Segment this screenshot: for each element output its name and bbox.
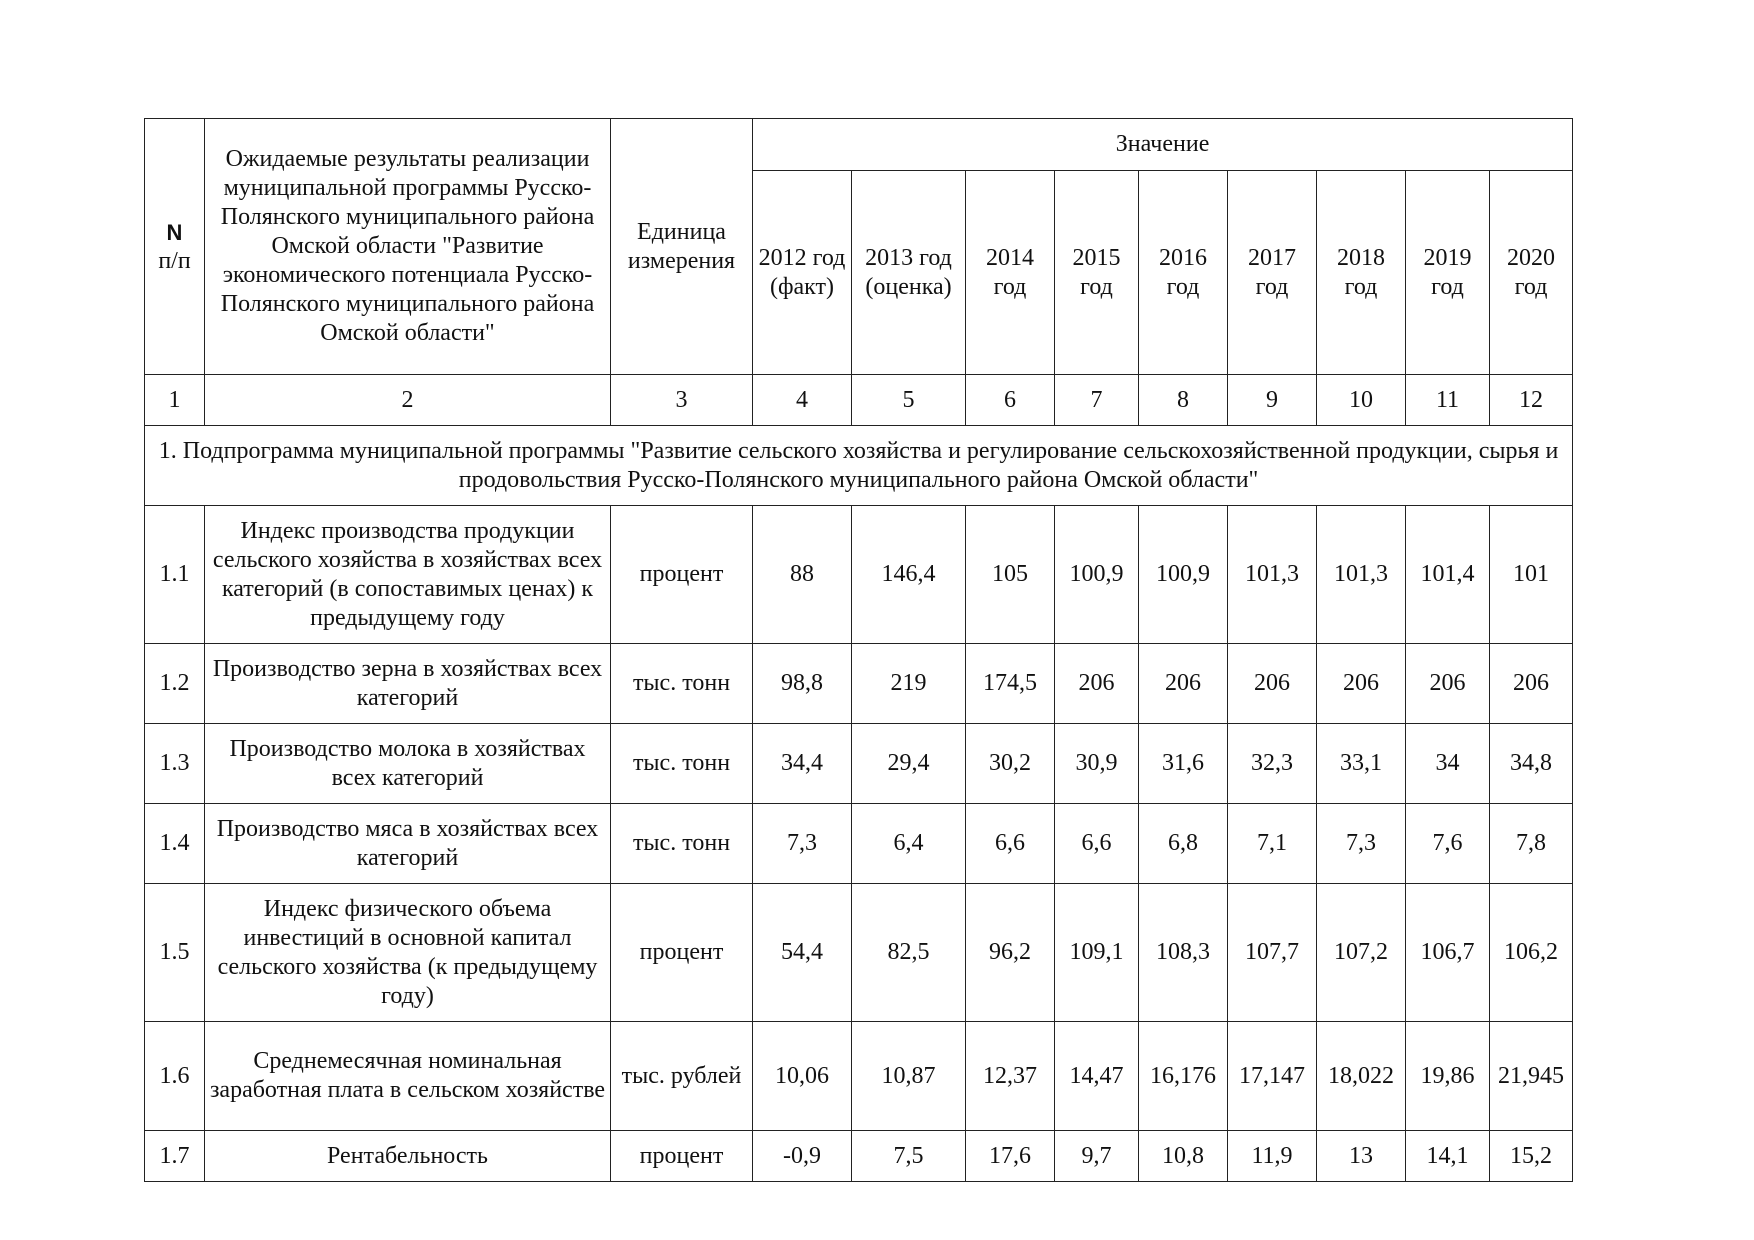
row-value: 33,1 bbox=[1317, 724, 1406, 804]
row-unit: тыс. тонн bbox=[611, 724, 753, 804]
row-value: 30,9 bbox=[1055, 724, 1139, 804]
row-value: 174,5 bbox=[966, 644, 1055, 724]
header-number-symbol: N bbox=[166, 219, 183, 245]
row-unit: тыс. тонн bbox=[611, 804, 753, 884]
column-number-cell: 9 bbox=[1228, 375, 1317, 426]
row-value: 101,3 bbox=[1228, 506, 1317, 644]
row-value: 10,06 bbox=[753, 1022, 852, 1131]
row-value: 106,2 bbox=[1490, 884, 1573, 1022]
column-number-cell: 11 bbox=[1406, 375, 1490, 426]
row-unit: тыс. рублей bbox=[611, 1022, 753, 1131]
row-value: 107,7 bbox=[1228, 884, 1317, 1022]
row-value: 109,1 bbox=[1055, 884, 1139, 1022]
row-value: 17,147 bbox=[1228, 1022, 1317, 1131]
column-number-cell: 2 bbox=[205, 375, 611, 426]
column-number-row bbox=[145, 375, 1573, 426]
row-value: 9,7 bbox=[1055, 1131, 1139, 1182]
row-value: 100,9 bbox=[1139, 506, 1228, 644]
row-value: 15,2 bbox=[1490, 1131, 1573, 1182]
row-value: 206 bbox=[1139, 644, 1228, 724]
header-results-cell: Ожидаемые результаты реализации муниципальной программы Русско-Полянского муниципального района Омской области "Развитие экономического потенциала Русско-Полянского муниципального района Омской области" bbox=[205, 119, 611, 375]
row-value: 82,5 bbox=[852, 884, 966, 1022]
header-year-cell: 2017 год bbox=[1228, 171, 1317, 375]
row-value: 14,1 bbox=[1406, 1131, 1490, 1182]
results-table bbox=[144, 118, 1573, 1182]
table-row bbox=[145, 724, 1573, 804]
row-value: 34,4 bbox=[753, 724, 852, 804]
column-number-cell: 12 bbox=[1490, 375, 1573, 426]
row-value: 34,8 bbox=[1490, 724, 1573, 804]
table-row bbox=[145, 506, 1573, 644]
header-value-cell: Значение bbox=[753, 119, 1573, 171]
row-number: 1.3 bbox=[145, 724, 205, 804]
row-value: 19,86 bbox=[1406, 1022, 1490, 1131]
row-value: 7,1 bbox=[1228, 804, 1317, 884]
row-value: 206 bbox=[1055, 644, 1139, 724]
row-name: Индекс производства продукции сельского хозяйства в хозяйствах всех категорий (в сопоставимых ценах) к предыдущему году bbox=[205, 506, 611, 644]
row-value: 98,8 bbox=[753, 644, 852, 724]
column-number-cell: 5 bbox=[852, 375, 966, 426]
row-name: Индекс физического объема инвестиций в основной капитал сельского хозяйства (к предыдущему году) bbox=[205, 884, 611, 1022]
row-value: 107,2 bbox=[1317, 884, 1406, 1022]
table-row bbox=[145, 644, 1573, 724]
header-year-cell: 2020 год bbox=[1490, 171, 1573, 375]
header-year-cell: 2015 год bbox=[1055, 171, 1139, 375]
row-value: 32,3 bbox=[1228, 724, 1317, 804]
row-value: 206 bbox=[1490, 644, 1573, 724]
row-value: 7,3 bbox=[1317, 804, 1406, 884]
row-unit: процент bbox=[611, 884, 753, 1022]
header-year-cell: 2019 год bbox=[1406, 171, 1490, 375]
row-value: 12,37 bbox=[966, 1022, 1055, 1131]
column-number-cell: 1 bbox=[145, 375, 205, 426]
header-row-top bbox=[145, 119, 1573, 171]
row-value: 7,5 bbox=[852, 1131, 966, 1182]
column-number-cell: 3 bbox=[611, 375, 753, 426]
row-name: Производство зерна в хозяйствах всех категорий bbox=[205, 644, 611, 724]
row-value: 108,3 bbox=[1139, 884, 1228, 1022]
row-number: 1.4 bbox=[145, 804, 205, 884]
row-value: 16,176 bbox=[1139, 1022, 1228, 1131]
row-value: 219 bbox=[852, 644, 966, 724]
row-value: 6,4 bbox=[852, 804, 966, 884]
row-value: 101 bbox=[1490, 506, 1573, 644]
header-number-sub: п/п bbox=[158, 247, 191, 274]
column-number-cell: 7 bbox=[1055, 375, 1139, 426]
row-value: 100,9 bbox=[1055, 506, 1139, 644]
column-number-cell: 10 bbox=[1317, 375, 1406, 426]
row-number: 1.5 bbox=[145, 884, 205, 1022]
row-value: 6,6 bbox=[1055, 804, 1139, 884]
row-unit: тыс. тонн bbox=[611, 644, 753, 724]
table-row bbox=[145, 1131, 1573, 1182]
row-value: 105 bbox=[966, 506, 1055, 644]
row-value: 106,7 bbox=[1406, 884, 1490, 1022]
row-value: 6,6 bbox=[966, 804, 1055, 884]
row-value: -0,9 bbox=[753, 1131, 852, 1182]
row-name: Производство мяса в хозяйствах всех категорий bbox=[205, 804, 611, 884]
row-value: 30,2 bbox=[966, 724, 1055, 804]
row-number: 1.7 bbox=[145, 1131, 205, 1182]
column-number-cell: 4 bbox=[753, 375, 852, 426]
table-row bbox=[145, 884, 1573, 1022]
row-unit: процент bbox=[611, 1131, 753, 1182]
row-value: 101,4 bbox=[1406, 506, 1490, 644]
row-value: 13 bbox=[1317, 1131, 1406, 1182]
row-number: 1.1 bbox=[145, 506, 205, 644]
row-value: 206 bbox=[1317, 644, 1406, 724]
row-value: 21,945 bbox=[1490, 1022, 1573, 1131]
row-name: Производство молока в хозяйствах всех категорий bbox=[205, 724, 611, 804]
header-year-cell: 2016 год bbox=[1139, 171, 1228, 375]
column-number-cell: 8 bbox=[1139, 375, 1228, 426]
column-number-cell: 6 bbox=[966, 375, 1055, 426]
row-value: 206 bbox=[1228, 644, 1317, 724]
row-value: 7,6 bbox=[1406, 804, 1490, 884]
row-name: Рентабельность bbox=[205, 1131, 611, 1182]
header-unit-cell: Единица измерения bbox=[611, 119, 753, 375]
row-value: 14,47 bbox=[1055, 1022, 1139, 1131]
row-value: 18,022 bbox=[1317, 1022, 1406, 1131]
row-value: 10,87 bbox=[852, 1022, 966, 1131]
row-value: 6,8 bbox=[1139, 804, 1228, 884]
row-value: 34 bbox=[1406, 724, 1490, 804]
section-row bbox=[145, 426, 1573, 506]
row-unit: процент bbox=[611, 506, 753, 644]
row-value: 146,4 bbox=[852, 506, 966, 644]
header-number-cell bbox=[145, 119, 205, 375]
row-value: 7,8 bbox=[1490, 804, 1573, 884]
table-row bbox=[145, 804, 1573, 884]
row-value: 88 bbox=[753, 506, 852, 644]
row-value: 29,4 bbox=[852, 724, 966, 804]
row-value: 54,4 bbox=[753, 884, 852, 1022]
row-name: Среднемесячная номинальная заработная плата в сельском хозяйстве bbox=[205, 1022, 611, 1131]
table-row bbox=[145, 1022, 1573, 1131]
section-title: 1. Подпрограмма муниципальной программы "Развитие сельского хозяйства и регулирование сельскохозяйственной продукции, сырья и продовольствия Русско-Полянского муниципального района Омской области" bbox=[145, 426, 1573, 506]
row-value: 101,3 bbox=[1317, 506, 1406, 644]
row-number: 1.2 bbox=[145, 644, 205, 724]
row-value: 17,6 bbox=[966, 1131, 1055, 1182]
header-year-cell: 2014 год bbox=[966, 171, 1055, 375]
header-year-cell: 2013 год (оценка) bbox=[852, 171, 966, 375]
row-number: 1.6 bbox=[145, 1022, 205, 1131]
row-value: 7,3 bbox=[753, 804, 852, 884]
header-year-cell: 2018 год bbox=[1317, 171, 1406, 375]
row-value: 31,6 bbox=[1139, 724, 1228, 804]
header-year-cell: 2012 год (факт) bbox=[753, 171, 852, 375]
row-value: 11,9 bbox=[1228, 1131, 1317, 1182]
row-value: 10,8 bbox=[1139, 1131, 1228, 1182]
row-value: 206 bbox=[1406, 644, 1490, 724]
row-value: 96,2 bbox=[966, 884, 1055, 1022]
